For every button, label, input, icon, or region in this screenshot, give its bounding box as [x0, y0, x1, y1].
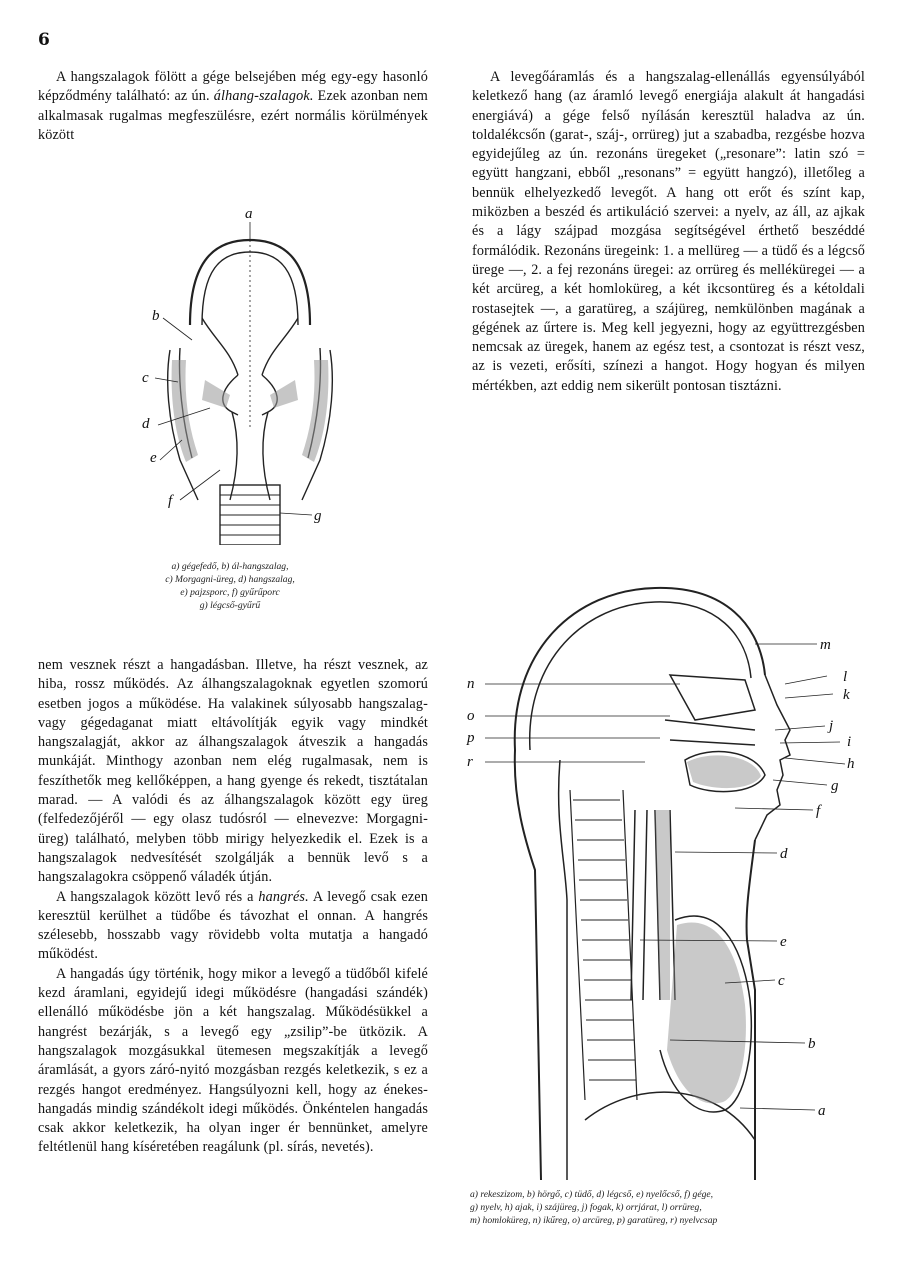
label-e: e	[780, 934, 787, 950]
figure1-caption: a) gégefedő, b) ál-hangszalag, c) Morgagni-üreg, d) hangszalag, e) pajzsporc, f) gyűrűporc g) légcső-gyűrű	[165, 561, 295, 611]
paragraph: A hangadás úgy történik, hogy mikor a levegő a tüdőből kifelé kezd áramlani, egyidejű idegi működésre (hangadási szándék) ellenálló működésbe jön a két hangszalag. Működésükkel a hangrést bezárják, s a levegő egy „zsilip”-be ütközik. A hangszalagok mozgásukkal ütemesen megszakítják a levegő áramlását, a gyors záró-nyitó mozgásban rezgés keletkezik, s ez a rezgés hangot eredményez. Hangsúlyozni kell, hogy az énekes-hangadás mindig szándékolt idegi működés. Önkéntelen hangadás csak akkor keletkezik, ha olyan inger ér bennünket, amelyre feltétlenül hang kíséretében reagálunk (pl. sírás, nevetés).	[38, 965, 428, 1156]
label-r: r	[467, 754, 473, 770]
emphasis: álhang-szalagok.	[213, 88, 314, 105]
col2-top-text	[472, 68, 865, 396]
label-j: j	[829, 718, 834, 734]
label-f: f	[816, 803, 821, 819]
figure2-caption: a) rekeszizom, b) hörgő, c) tüdő, d) légcső, e) nyelőcső, f) gége, g) nyelv, h) ajak, i) szájüreg, j) fogak, k) orrjárat, l) orrüreg, m) homloküreg, n) ikűreg, o) arcüreg, p) garatüreg, r) nyelvcsap	[470, 1189, 718, 1226]
page-number: 6	[38, 30, 50, 50]
paragraph: A hangszalagok között levő rés a hangrés. A levegő csak ezen keresztül kerülhet a tüdőbe és távozhat el onnan. A hangrés szélesebb, hosszabb vagy rövidebb volta mutatja a hangadó működést.	[38, 888, 429, 963]
paragraph: A levegőáramlás és a hangszalag-ellenállás egyensúlyából keletkező hang (az áramló levegő energiája alakult át hangadási energiává) a gége felső nyílásán keresztül haladva az ún. toldalékcsőn (garat-, száj-, orrüreg) jut a szabadba, rezgésbe hozva egyidejűleg az ún. rezonáns üregeket („resonare”: latin szó = együtt hangzani, ebből „resonans” = együtt hangzó), illetőleg a bennük elhelyezkedő levegőt. A hang ott erőt és színt kap, miközben a beszéd és artikuláció szervei: a nyelv, az áll, az ajkak és a lágy szájpad mozgása segítségével érthető beszéddé formálódik. Rezonáns üregeink: 1. a mellüreg — a tüdő és a légcső ürege —, 2. a fej rezonáns üregei: az orrüreg és melléküregei — a két arcüreg, a két homloküreg, a két ikcsontüreg és a kétoldali rostasejtek —, a garatüreg, a szájüreg, nemkülönben magának a gégének az űrtere is. Meg kell jegyezni, hogy az együttrezgésben nemcsak az üregek, hanem az egész test, a csontozat is részt vesz, az is vezeti, erősíti, színezi a hangot. Hogy hogyan és milyen mértékben, azt eddig nem sikerült pontosan tisztázni.	[472, 69, 865, 394]
label-f: f	[168, 493, 173, 509]
label-o: o	[467, 708, 475, 724]
label-b: b	[808, 1036, 816, 1052]
paragraph: A hangszalagok fölött a gége belsejében még egy-egy hasonló képződmény található: az ún. álhang-szalagok. Ezek azonban nem alkalmasak rugalmas megfeszülésre, ezért normális körülmények között	[38, 69, 428, 143]
label-b: b	[152, 308, 160, 324]
label-k: k	[843, 687, 850, 703]
label-d: d	[780, 846, 788, 862]
label-h: h	[847, 756, 855, 772]
label-c: c	[778, 973, 785, 989]
label-p: p	[467, 730, 475, 746]
head-chest-figure	[455, 580, 895, 1185]
label-d: d	[142, 416, 150, 432]
label-m: m	[820, 637, 831, 653]
label-l: l	[843, 669, 848, 685]
label-a: a	[818, 1103, 826, 1119]
label-c: c	[142, 370, 149, 386]
larynx-figure	[120, 200, 340, 545]
col1-top-text	[38, 68, 428, 145]
label-n: n	[467, 676, 475, 692]
label-g: g	[831, 778, 839, 794]
label-a: a	[245, 206, 253, 222]
label-e: e	[150, 450, 157, 466]
emphasis: hangrés.	[258, 888, 309, 905]
paragraph: nem vesznek részt a hangadásban. Illetve, ha részt vesznek, az hiba, rossz működés. Az álhangszalagoknak egyetlen szomorú esetben jogos a működése. Ha valakinek súlyosabb hangszalag- vagy gégedaganat miatt eltávolítják egyik vagy mindkét hangszalagját, akkor az álhangszalagok átveszik a hangadás munkáját. Minthogy azonban nem elég rugalmasak, nem is feszíthetők meg kellőképpen, a hang gyenge és rekedt, tisztátalan marad. — A valódi és az álhangszalagok között egy üreg (felfedezőjéről — egy olasz tudósról — elnevezve: Morgagni-üreg) található, melyben több mirigy helyezkedik el. Ezek is a hangszalagok nedvesítését szolgálják a bennük levő s a hangszalagokra csöppenő váladék útján.	[38, 657, 428, 886]
label-g: g	[314, 508, 322, 524]
col1-bottom-text	[38, 656, 428, 1158]
label-i: i	[847, 734, 852, 750]
